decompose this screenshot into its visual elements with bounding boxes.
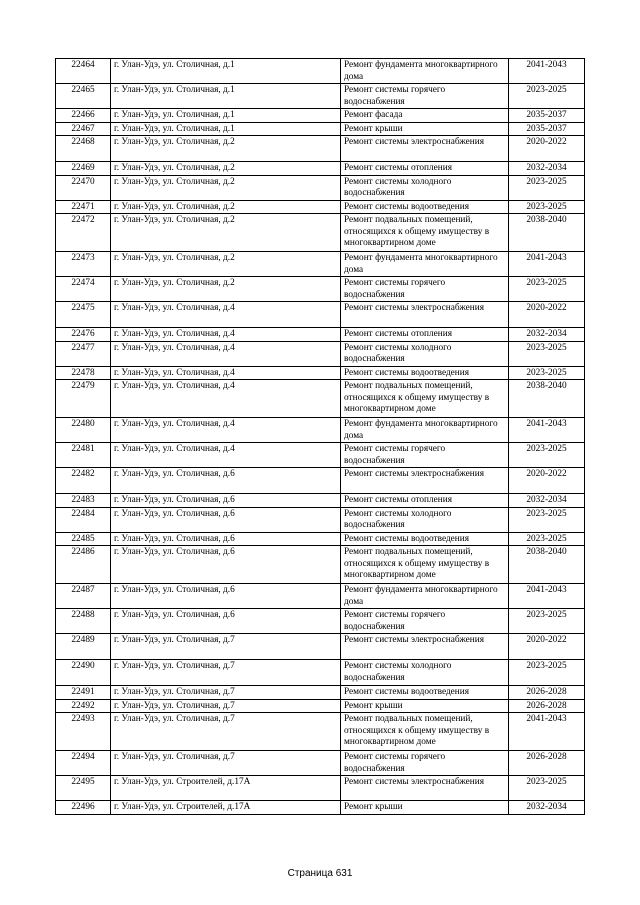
row-work-type: Ремонт фундамента многоквартирного дома bbox=[341, 584, 509, 609]
row-work-type: Ремонт фундамента многоквартирного дома bbox=[341, 252, 509, 277]
row-number: 22467 bbox=[56, 122, 111, 136]
row-work-type: Ремонт крыши bbox=[341, 122, 509, 136]
row-period: 2038-2040 bbox=[509, 546, 585, 584]
table-row bbox=[56, 686, 585, 700]
row-number: 22474 bbox=[56, 277, 111, 302]
row-number: 22470 bbox=[56, 175, 111, 200]
row-work-type: Ремонт системы электроснабжения bbox=[341, 776, 509, 801]
row-period: 2032-2034 bbox=[509, 494, 585, 508]
row-address: г. Улан-Удэ, ул. Строителей, д.17А bbox=[111, 801, 341, 815]
row-number: 22479 bbox=[56, 380, 111, 418]
row-address: г. Улан-Удэ, ул. Столичная, д.2 bbox=[111, 162, 341, 176]
row-address: г. Улан-Удэ, ул. Столичная, д.7 bbox=[111, 634, 341, 660]
row-address: г. Улан-Удэ, ул. Столичная, д.6 bbox=[111, 546, 341, 584]
row-number: 22469 bbox=[56, 162, 111, 176]
row-address: г. Улан-Удэ, ул. Столичная, д.1 bbox=[111, 84, 341, 109]
row-address: г. Улан-Удэ, ул. Столичная, д.7 bbox=[111, 686, 341, 700]
row-number: 22464 bbox=[56, 59, 111, 84]
table-row bbox=[56, 634, 585, 660]
row-number: 22483 bbox=[56, 494, 111, 508]
table-row bbox=[56, 277, 585, 302]
row-period: 2035-2037 bbox=[509, 122, 585, 136]
row-work-type: Ремонт подвальных помещений, относящихся к общему имуществу в многоквартирном доме bbox=[341, 713, 509, 751]
row-address: г. Улан-Удэ, ул. Столичная, д.2 bbox=[111, 277, 341, 302]
table-row bbox=[56, 507, 585, 532]
table-row bbox=[56, 609, 585, 634]
table-row bbox=[56, 200, 585, 214]
row-work-type: Ремонт подвальных помещений, относящихся к общему имуществу в многоквартирном доме bbox=[341, 546, 509, 584]
row-work-type: Ремонт системы отопления bbox=[341, 162, 509, 176]
row-work-type: Ремонт крыши bbox=[341, 699, 509, 713]
row-number: 22493 bbox=[56, 713, 111, 751]
row-period: 2026-2028 bbox=[509, 686, 585, 700]
row-number: 22473 bbox=[56, 252, 111, 277]
row-period: 2023-2025 bbox=[509, 200, 585, 214]
row-address: г. Улан-Удэ, ул. Столичная, д.4 bbox=[111, 366, 341, 380]
row-address: г. Улан-Удэ, ул. Столичная, д.4 bbox=[111, 302, 341, 328]
row-number: 22475 bbox=[56, 302, 111, 328]
row-period: 2038-2040 bbox=[509, 214, 585, 252]
row-period: 2023-2025 bbox=[509, 175, 585, 200]
table-row bbox=[56, 328, 585, 342]
row-address: г. Улан-Удэ, ул. Столичная, д.1 bbox=[111, 59, 341, 84]
row-work-type: Ремонт системы холодного водоснабжения bbox=[341, 341, 509, 366]
row-number: 22492 bbox=[56, 699, 111, 713]
row-period: 2023-2025 bbox=[509, 609, 585, 634]
row-address: г. Улан-Удэ, ул. Столичная, д.7 bbox=[111, 699, 341, 713]
row-address: г. Улан-Удэ, ул. Строителей, д.17А bbox=[111, 776, 341, 801]
row-work-type: Ремонт системы горячего водоснабжения bbox=[341, 277, 509, 302]
row-period: 2041-2043 bbox=[509, 713, 585, 751]
row-address: г. Улан-Удэ, ул. Столичная, д.7 bbox=[111, 713, 341, 751]
row-period: 2020-2022 bbox=[509, 634, 585, 660]
row-number: 22495 bbox=[56, 776, 111, 801]
row-period: 2023-2025 bbox=[509, 277, 585, 302]
row-period: 2023-2025 bbox=[509, 776, 585, 801]
table-row bbox=[56, 302, 585, 328]
row-work-type: Ремонт системы холодного водоснабжения bbox=[341, 660, 509, 686]
row-address: г. Улан-Удэ, ул. Столичная, д.2 bbox=[111, 136, 341, 162]
row-number: 22480 bbox=[56, 418, 111, 443]
row-period: 2035-2037 bbox=[509, 109, 585, 123]
table-row bbox=[56, 380, 585, 418]
row-number: 22496 bbox=[56, 801, 111, 815]
row-work-type: Ремонт системы электроснабжения bbox=[341, 634, 509, 660]
row-address: г. Улан-Удэ, ул. Столичная, д.4 bbox=[111, 328, 341, 342]
row-period: 2023-2025 bbox=[509, 341, 585, 366]
row-number: 22478 bbox=[56, 366, 111, 380]
row-number: 22489 bbox=[56, 634, 111, 660]
row-address: г. Улан-Удэ, ул. Столичная, д.4 bbox=[111, 341, 341, 366]
table-row bbox=[56, 751, 585, 776]
row-number: 22476 bbox=[56, 328, 111, 342]
row-number: 22482 bbox=[56, 468, 111, 494]
row-address: г. Улан-Удэ, ул. Столичная, д.6 bbox=[111, 507, 341, 532]
row-work-type: Ремонт подвальных помещений, относящихся к общему имуществу в многоквартирном доме bbox=[341, 380, 509, 418]
row-work-type: Ремонт подвальных помещений, относящихся к общему имуществу в многоквартирном доме bbox=[341, 214, 509, 252]
table-row bbox=[56, 162, 585, 176]
row-address: г. Улан-Удэ, ул. Столичная, д.6 bbox=[111, 468, 341, 494]
row-number: 22468 bbox=[56, 136, 111, 162]
row-number: 22490 bbox=[56, 660, 111, 686]
row-address: г. Улан-Удэ, ул. Столичная, д.2 bbox=[111, 175, 341, 200]
capital-repair-table bbox=[55, 58, 585, 815]
row-period: 2020-2022 bbox=[509, 468, 585, 494]
row-work-type: Ремонт системы водоотведения bbox=[341, 200, 509, 214]
table-row bbox=[56, 546, 585, 584]
row-work-type: Ремонт системы горячего водоснабжения bbox=[341, 84, 509, 109]
row-work-type: Ремонт фундамента многоквартирного дома bbox=[341, 418, 509, 443]
table-row bbox=[56, 214, 585, 252]
row-period: 2041-2043 bbox=[509, 418, 585, 443]
table-row bbox=[56, 366, 585, 380]
row-work-type: Ремонт системы горячего водоснабжения bbox=[341, 609, 509, 634]
row-address: г. Улан-Удэ, ул. Столичная, д.6 bbox=[111, 584, 341, 609]
table-row bbox=[56, 776, 585, 801]
row-period: 2020-2022 bbox=[509, 302, 585, 328]
row-work-type: Ремонт крыши bbox=[341, 801, 509, 815]
row-period: 2023-2025 bbox=[509, 660, 585, 686]
row-period: 2041-2043 bbox=[509, 59, 585, 84]
table-row bbox=[56, 660, 585, 686]
row-work-type: Ремонт системы холодного водоснабжения bbox=[341, 175, 509, 200]
table-row bbox=[56, 443, 585, 468]
row-period: 2032-2034 bbox=[509, 801, 585, 815]
row-number: 22484 bbox=[56, 507, 111, 532]
row-number: 22465 bbox=[56, 84, 111, 109]
row-number: 22486 bbox=[56, 546, 111, 584]
row-address: г. Улан-Удэ, ул. Столичная, д.4 bbox=[111, 380, 341, 418]
table-row bbox=[56, 59, 585, 84]
row-work-type: Ремонт системы горячего водоснабжения bbox=[341, 751, 509, 776]
table-row bbox=[56, 713, 585, 751]
row-work-type: Ремонт системы холодного водоснабжения bbox=[341, 507, 509, 532]
row-period: 2026-2028 bbox=[509, 699, 585, 713]
row-period: 2032-2034 bbox=[509, 162, 585, 176]
row-work-type: Ремонт системы электроснабжения bbox=[341, 302, 509, 328]
table-row bbox=[56, 341, 585, 366]
row-work-type: Ремонт фасада bbox=[341, 109, 509, 123]
row-address: г. Улан-Удэ, ул. Столичная, д.2 bbox=[111, 200, 341, 214]
row-number: 22485 bbox=[56, 532, 111, 546]
table-row bbox=[56, 699, 585, 713]
row-period: 2023-2025 bbox=[509, 532, 585, 546]
row-period: 2023-2025 bbox=[509, 507, 585, 532]
table-body bbox=[56, 59, 585, 815]
row-number: 22491 bbox=[56, 686, 111, 700]
row-work-type: Ремонт системы водоотведения bbox=[341, 366, 509, 380]
row-number: 22466 bbox=[56, 109, 111, 123]
row-work-type: Ремонт системы отопления bbox=[341, 494, 509, 508]
row-address: г. Улан-Удэ, ул. Столичная, д.6 bbox=[111, 532, 341, 546]
row-address: г. Улан-Удэ, ул. Столичная, д.2 bbox=[111, 252, 341, 277]
page-number: Страница 631 bbox=[287, 868, 353, 879]
row-address: г. Улан-Удэ, ул. Столичная, д.1 bbox=[111, 109, 341, 123]
table-row bbox=[56, 109, 585, 123]
row-number: 22487 bbox=[56, 584, 111, 609]
table-row bbox=[56, 532, 585, 546]
row-address: г. Улан-Удэ, ул. Столичная, д.1 bbox=[111, 122, 341, 136]
row-period: 2023-2025 bbox=[509, 366, 585, 380]
row-work-type: Ремонт системы водоотведения bbox=[341, 532, 509, 546]
table-row bbox=[56, 136, 585, 162]
row-period: 2026-2028 bbox=[509, 751, 585, 776]
table-row bbox=[56, 252, 585, 277]
table-row bbox=[56, 468, 585, 494]
row-period: 2041-2043 bbox=[509, 252, 585, 277]
row-number: 22481 bbox=[56, 443, 111, 468]
row-number: 22471 bbox=[56, 200, 111, 214]
row-work-type: Ремонт системы электроснабжения bbox=[341, 136, 509, 162]
table-row bbox=[56, 494, 585, 508]
table-row bbox=[56, 584, 585, 609]
row-period: 2038-2040 bbox=[509, 380, 585, 418]
table-row bbox=[56, 801, 585, 815]
row-work-type: Ремонт системы электроснабжения bbox=[341, 468, 509, 494]
row-number: 22494 bbox=[56, 751, 111, 776]
row-number: 22488 bbox=[56, 609, 111, 634]
row-work-type: Ремонт системы горячего водоснабжения bbox=[341, 443, 509, 468]
table-row bbox=[56, 175, 585, 200]
table-row bbox=[56, 84, 585, 109]
row-period: 2041-2043 bbox=[509, 584, 585, 609]
row-period: 2023-2025 bbox=[509, 443, 585, 468]
row-period: 2020-2022 bbox=[509, 136, 585, 162]
row-number: 22472 bbox=[56, 214, 111, 252]
row-period: 2032-2034 bbox=[509, 328, 585, 342]
row-address: г. Улан-Удэ, ул. Столичная, д.6 bbox=[111, 609, 341, 634]
table-row bbox=[56, 418, 585, 443]
row-address: г. Улан-Удэ, ул. Столичная, д.7 bbox=[111, 660, 341, 686]
table-row bbox=[56, 122, 585, 136]
row-address: г. Улан-Удэ, ул. Столичная, д.6 bbox=[111, 494, 341, 508]
row-work-type: Ремонт фундамента многоквартирного дома bbox=[341, 59, 509, 84]
row-period: 2023-2025 bbox=[509, 84, 585, 109]
row-address: г. Улан-Удэ, ул. Столичная, д.2 bbox=[111, 214, 341, 252]
row-address: г. Улан-Удэ, ул. Столичная, д.4 bbox=[111, 418, 341, 443]
row-work-type: Ремонт системы водоотведения bbox=[341, 686, 509, 700]
row-number: 22477 bbox=[56, 341, 111, 366]
row-work-type: Ремонт системы отопления bbox=[341, 328, 509, 342]
row-address: г. Улан-Удэ, ул. Столичная, д.7 bbox=[111, 751, 341, 776]
row-address: г. Улан-Удэ, ул. Столичная, д.4 bbox=[111, 443, 341, 468]
